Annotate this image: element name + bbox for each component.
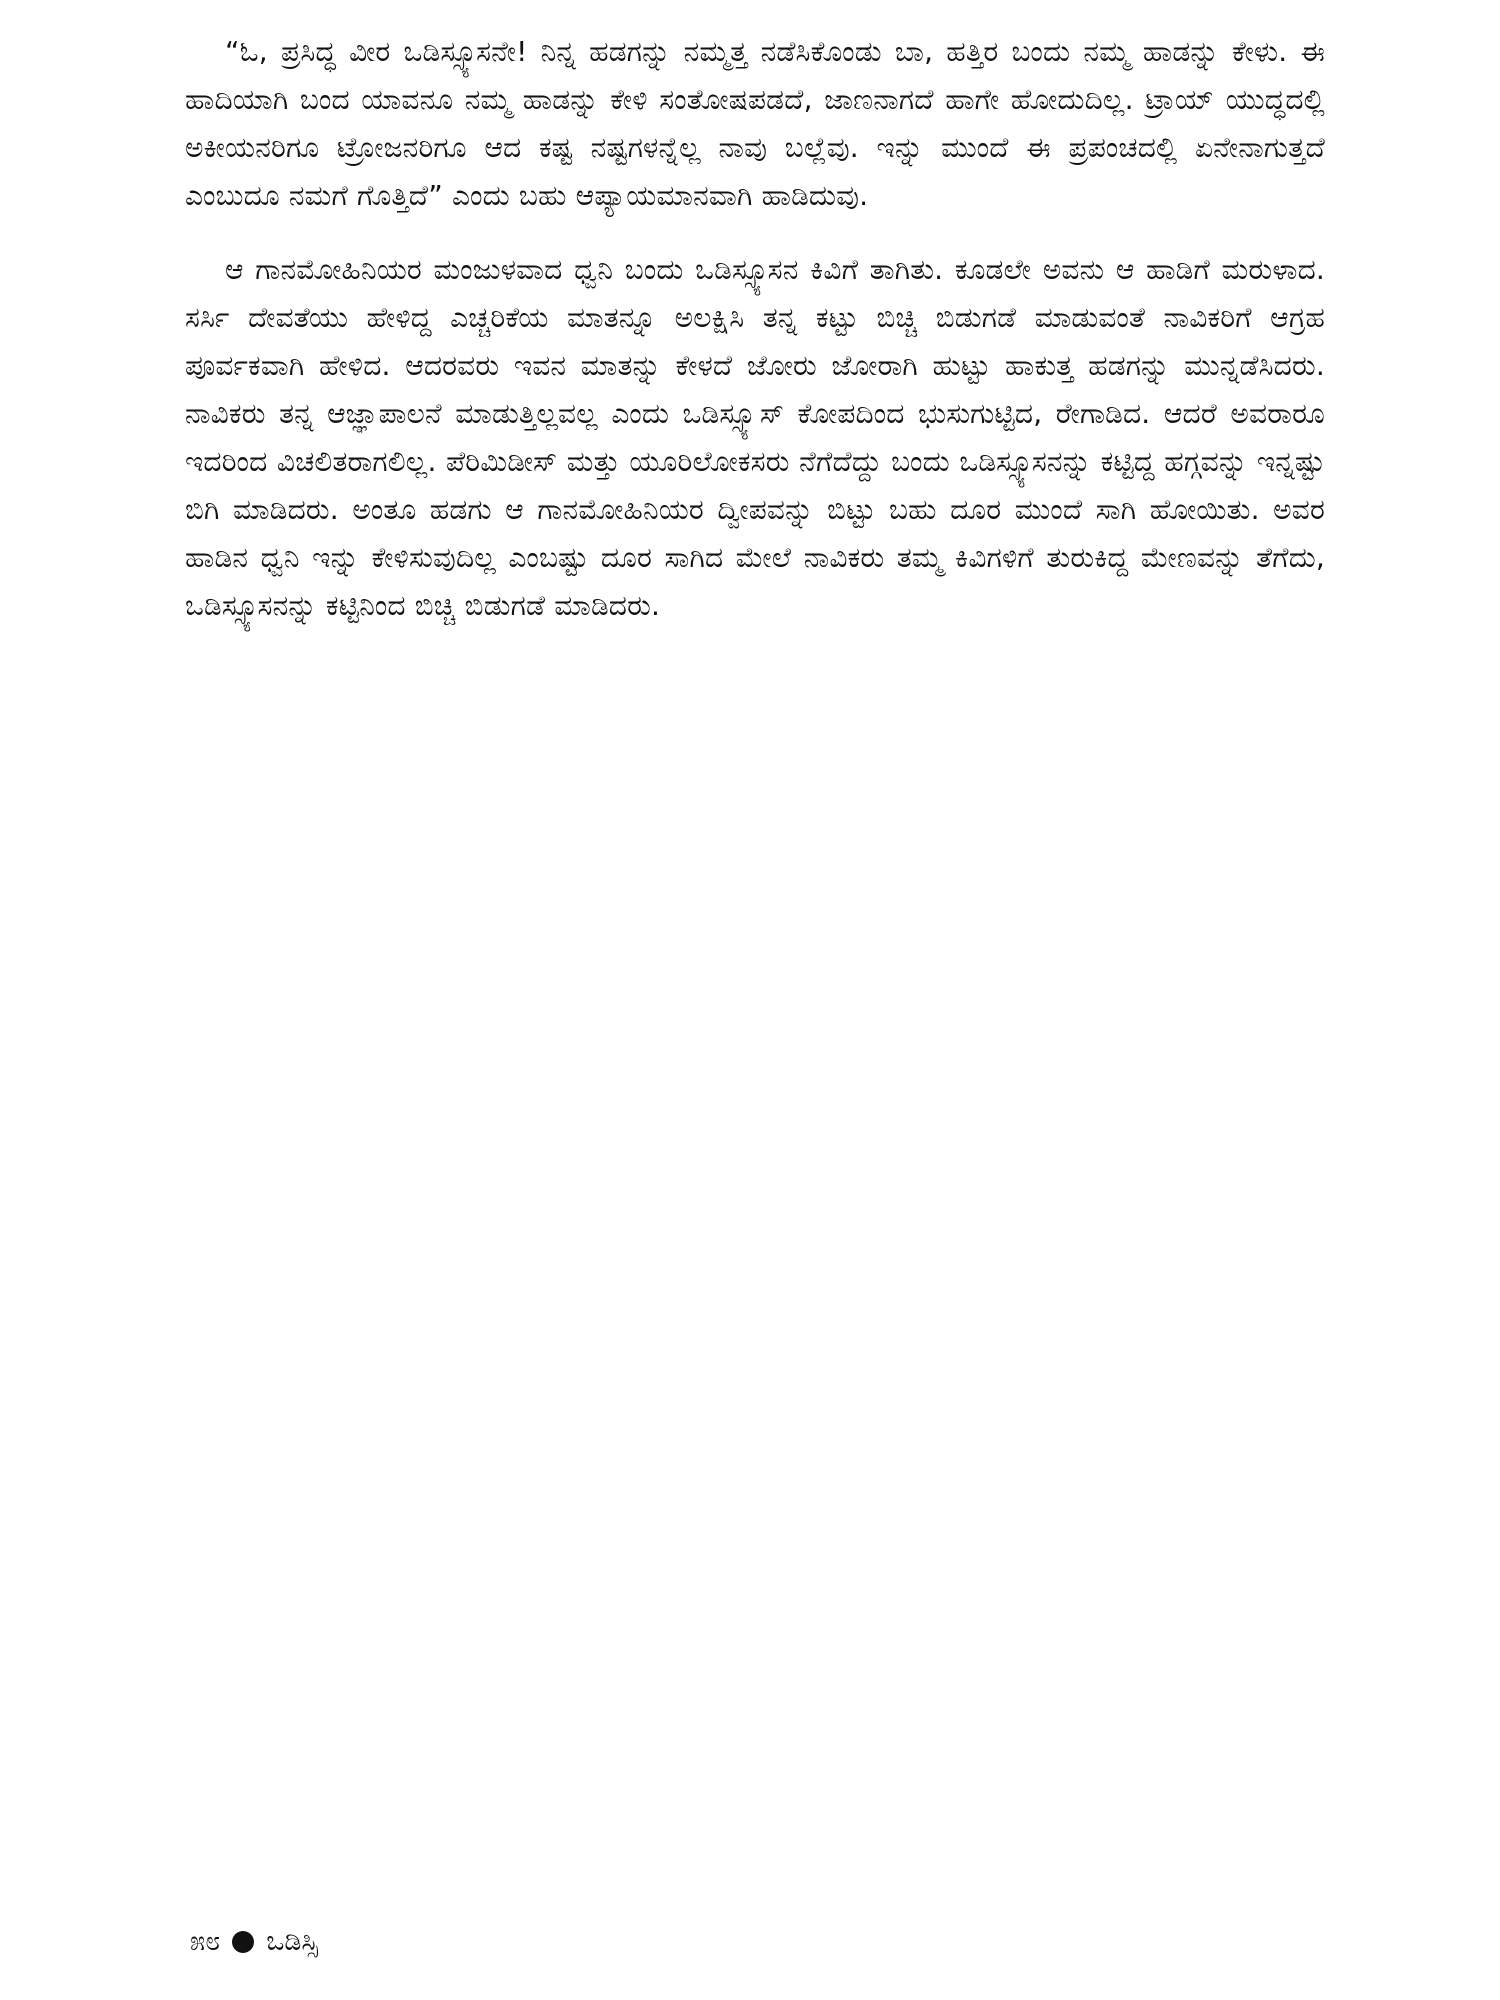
page-footer [190, 1922, 318, 1962]
main-text [185, 28, 1325, 656]
bullet-icon [232, 1931, 254, 1953]
page-number: ೫೮ [190, 1926, 221, 1957]
paragraph-2: ಆ ಗಾನಮೋಹಿನಿಯರ ಮಂಜುಳವಾದ ಧ್ವನಿ ಬಂದು ಒಡಿಸ್ಸ್ಯೂಸನ ಕಿವಿಗೆ ತಾಗಿತು. ಕೂಡಲೇ ಅವನು ಆ ಹಾಡಿಗೆ ಮರುಳಾದ. ಸರ್ಸಿ ದೇವತೆಯು ಹೇಳಿದ್ದ ಎಚ್ಚರಿಕೆಯ ಮಾತನ್ನೂ ಅಲಕ್ಷಿಸಿ ತನ್ನ ಕಟ್ಟು ಬಿಚ್ಚಿ ಬಿಡುಗಡೆ ಮಾಡುವಂತೆ ನಾವಿಕರಿಗೆ ಆಗ್ರಹ ಪೂರ್ವಕವಾಗಿ ಹೇಳಿದ. ಆದರವರು ಇವನ ಮಾತನ್ನು ಕೇಳದೆ ಜೋರು ಜೋರಾಗಿ ಹುಟ್ಟು ಹಾಕುತ್ತ ಹಡಗನ್ನು ಮುನ್ನಡೆಸಿದರು. ನಾವಿಕರು ತನ್ನ ಆಜ್ಞಾಪಾಲನೆ ಮಾಡುತ್ತಿಲ್ಲವಲ್ಲ ಎಂದು ಒಡಿಸ್ಸ್ಯೂಸ್ ಕೋಪದಿಂದ ಭುಸುಗುಟ್ಟಿದ, ರೇಗಾಡಿದ. ಆದರೆ ಅವರಾರೂ ಇದರಿಂದ ವಿಚಲಿತರಾಗಲಿಲ್ಲ. ಪೆರಿಮಿಡೀಸ್ ಮತ್ತು ಯೂರಿಲೋಕಸರು ನೆಗೆದೆದ್ದು ಬಂದು ಒಡಿಸ್ಸ್ಯೂಸನನ್ನು ಕಟ್ಟಿದ್ದ ಹಗ್ಗವನ್ನು ಇನ್ನಷ್ಟು ಬಿಗಿ ಮಾಡಿದರು. ಅಂತೂ ಹಡಗು ಆ ಗಾನಮೋಹಿನಿಯರ ದ್ವೀಪವನ್ನು ಬಿಟ್ಟು ಬಹು ದೂರ ಮುಂದೆ ಸಾಗಿ ಹೋಯಿತು. ಅವರ ಹಾಡಿನ ಧ್ವನಿ ಇನ್ನು ಕೇಳಿಸುವುದಿಲ್ಲ ಎಂಬಷ್ಟು ದೂರ ಸಾಗಿದ ಮೇಲೆ ನಾವಿಕರು ತಮ್ಮ ಕಿವಿಗಳಿಗೆ ತುರುಕಿದ್ದ ಮೇಣವನ್ನು ತೆಗೆದು, ಒಡಿಸ್ಸ್ಯೂಸನನ್ನು ಕಟ್ಟಿನಿಂದ ಬಿಚ್ಚಿ ಬಿಡುಗಡೆ ಮಾಡಿದರು. [185, 253, 1325, 622]
book-title: ಒಡಿಸ್ಸಿ [266, 1926, 319, 1957]
paragraph-1: “ಓ, ಪ್ರಸಿದ್ಧ ವೀರ ಒಡಿಸ್ಸ್ಯೂಸನೇ! ನಿನ್ನ ಹಡಗನ್ನು ನಮ್ಮತ್ತ ನಡೆಸಿಕೊಂಡು ಬಾ, ಹತ್ತಿರ ಬಂದು ನಮ್ಮ ಹಾಡನ್ನು ಕೇಳು. ಈ ಹಾದಿಯಾಗಿ ಬಂದ ಯಾವನೂ ನಮ್ಮ ಹಾಡನ್ನು ಕೇಳಿ ಸಂತೋಷಪಡದೆ, ಜಾಣನಾಗದೆ ಹಾಗೇ ಹೋದುದಿಲ್ಲ. ಟ್ರಾಯ್ ಯುದ್ಧದಲ್ಲಿ ಅಕೀಯನರಿಗೂ ಟ್ರೋಜನರಿಗೂ ಆದ ಕಷ್ಟ ನಷ್ಟಗಳನ್ನೆಲ್ಲ ನಾವು ಬಲ್ಲೆವು. ಇನ್ನು ಮುಂದೆ ಈ ಪ್ರಪಂಚದಲ್ಲಿ ಏನೇನಾಗುತ್ತದೆ ಎಂಬುದೂ ನಮಗೆ ಗೊತ್ತಿದೆ” ಎಂದು ಬಹು ಆಪ್ಯಾಯಮಾನವಾಗಿ ಹಾಡಿದುವು. [185, 35, 1325, 212]
